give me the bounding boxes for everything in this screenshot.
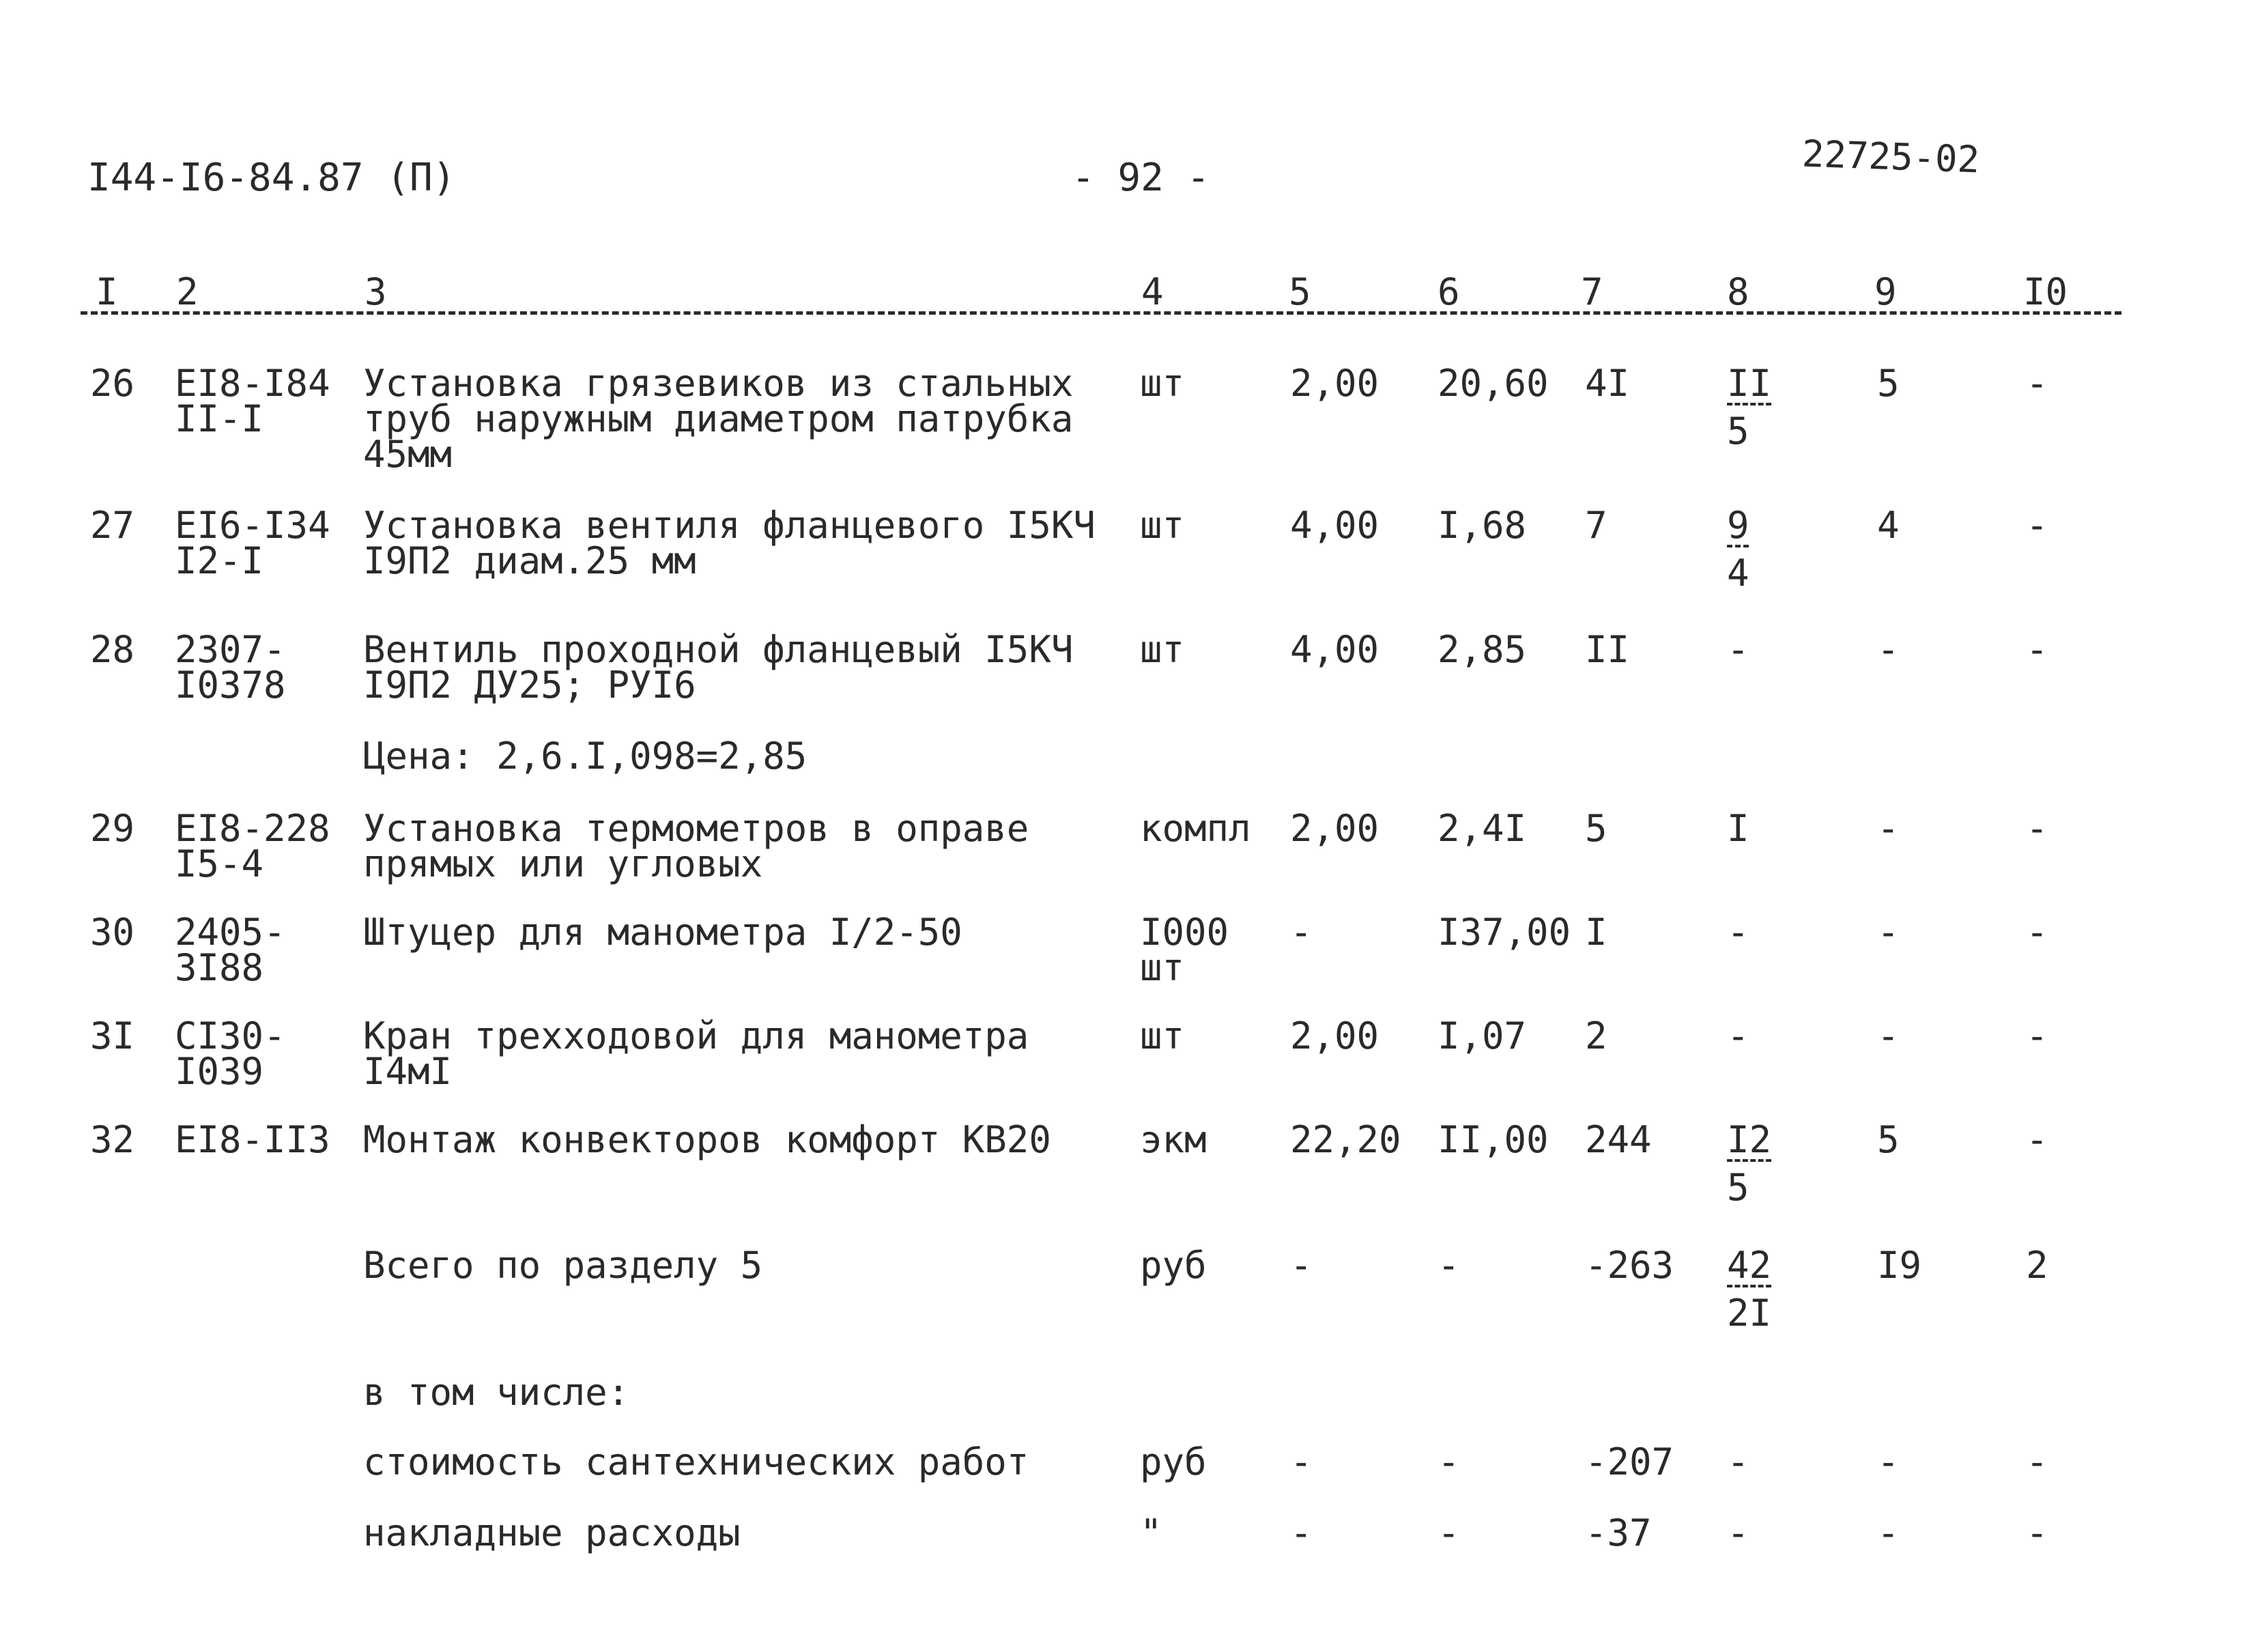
description-line: прямых или угловых bbox=[363, 842, 763, 885]
col-header-2: 2 bbox=[176, 270, 199, 313]
row-number: 26 bbox=[90, 362, 135, 405]
table-row bbox=[0, 362, 2258, 476]
col9-value: 5 bbox=[1877, 1118, 1900, 1161]
table-row bbox=[0, 911, 2258, 989]
description-line: Кран трехходовой для манометра bbox=[363, 1014, 1029, 1057]
subtotal-row bbox=[0, 1511, 2258, 1554]
rate-code-line: CI30- bbox=[175, 1014, 286, 1057]
rate-code bbox=[175, 504, 330, 582]
document-number: 22725-02 bbox=[1801, 132, 1981, 182]
rate-code-line: 2307- bbox=[175, 628, 286, 671]
col10-value: - bbox=[2026, 911, 2048, 954]
unit-line: I000 bbox=[1140, 911, 1229, 954]
fraction-denominator: 4 bbox=[1727, 552, 1749, 595]
fraction-denominator: 5 bbox=[1727, 1166, 1749, 1209]
unit: руб bbox=[1140, 1440, 1207, 1483]
row-number: 28 bbox=[90, 628, 135, 671]
col9-value: - bbox=[1877, 807, 1900, 850]
fraction-denominator: 5 bbox=[1727, 410, 1749, 453]
col10-value: 2 bbox=[2026, 1244, 2048, 1287]
col-header-1: I bbox=[96, 270, 118, 313]
col8-fraction bbox=[1727, 1244, 1772, 1335]
col10-value: - bbox=[2026, 1440, 2048, 1483]
rate-code-line: I2-I bbox=[175, 539, 264, 582]
col-header-10: I0 bbox=[2023, 270, 2068, 313]
rate-code-line: I5-4 bbox=[175, 842, 264, 885]
unit bbox=[1140, 911, 1229, 989]
total-cost: 2 bbox=[1585, 1014, 1607, 1057]
table-row bbox=[0, 1014, 2258, 1093]
rate-code bbox=[175, 362, 330, 440]
quantity: 2,00 bbox=[1290, 1014, 1380, 1057]
unit: руб bbox=[1140, 1244, 1207, 1287]
quantity: 4,00 bbox=[1290, 504, 1380, 547]
fraction-numerator: 9 bbox=[1727, 504, 1749, 547]
col8-fraction bbox=[1727, 362, 1772, 453]
col-header-3: 3 bbox=[365, 270, 387, 313]
unit: шт bbox=[1140, 504, 1185, 547]
unit-price: 20,60 bbox=[1438, 362, 1549, 405]
quantity: - bbox=[1290, 911, 1313, 954]
including-label: в том числе: bbox=[363, 1371, 630, 1414]
rate-code-line: 2405- bbox=[175, 911, 286, 954]
work-description: Монтаж конвекторов комфорт КВ20 bbox=[363, 1118, 1051, 1161]
quantity: 22,20 bbox=[1290, 1118, 1401, 1161]
unit-price: I37,00 bbox=[1438, 911, 1571, 954]
col8-value: - bbox=[1727, 911, 1749, 954]
rate-code-line: EI8-I84 bbox=[175, 362, 330, 405]
total-cost: -207 bbox=[1585, 1440, 1674, 1483]
price-note-row bbox=[0, 735, 2258, 778]
col8-fraction bbox=[1727, 504, 1749, 595]
rate-code bbox=[175, 911, 286, 989]
unit: шт bbox=[1140, 1014, 1185, 1057]
subtotal-label: стоимость сантехнических работ bbox=[363, 1440, 1029, 1483]
rate-code bbox=[175, 628, 286, 707]
description-line: труб наружным диаметром патрубка bbox=[363, 397, 1074, 440]
unit-price: I,07 bbox=[1438, 1014, 1527, 1057]
rate-code: EI8-II3 bbox=[175, 1118, 330, 1161]
col9-value: - bbox=[1877, 911, 1900, 954]
unit-price: 2,85 bbox=[1438, 628, 1527, 671]
total-cost: -37 bbox=[1585, 1511, 1652, 1554]
col8-value: - bbox=[1727, 1014, 1749, 1057]
col10-value: - bbox=[2026, 1118, 2048, 1161]
quantity: 4,00 bbox=[1290, 628, 1380, 671]
unit-price: - bbox=[1438, 1511, 1460, 1554]
fraction-numerator: 42 bbox=[1727, 1244, 1772, 1287]
col10-value: - bbox=[2026, 807, 2048, 850]
col8-fraction bbox=[1727, 1118, 1772, 1209]
unit-price: I,68 bbox=[1438, 504, 1527, 547]
table-row bbox=[0, 1118, 2258, 1209]
col10-value: - bbox=[2026, 1014, 2048, 1057]
rate-code bbox=[175, 1014, 286, 1093]
table-row bbox=[0, 628, 2258, 707]
col8-value: - bbox=[1727, 1440, 1749, 1483]
quantity: 2,00 bbox=[1290, 807, 1380, 850]
description-line: I4мI bbox=[363, 1050, 453, 1093]
col10-value: - bbox=[2026, 628, 2048, 671]
price-note: Цена: 2,6.I,098=2,85 bbox=[363, 735, 808, 778]
total-cost: 7 bbox=[1585, 504, 1607, 547]
unit: " bbox=[1140, 1511, 1162, 1554]
col-header-6: 6 bbox=[1438, 270, 1460, 313]
col-header-4: 4 bbox=[1141, 270, 1164, 313]
col-header-9: 9 bbox=[1874, 270, 1897, 313]
document-code: I44-I6-84.87 (П) bbox=[87, 156, 456, 200]
unit-line: шт bbox=[1140, 946, 1185, 989]
description-line: 45мм bbox=[363, 433, 453, 476]
unit-price: 2,4I bbox=[1438, 807, 1527, 850]
work-description bbox=[363, 628, 1074, 707]
rate-code-line: I039 bbox=[175, 1050, 264, 1093]
col8-value: - bbox=[1727, 1511, 1749, 1554]
col9-value: - bbox=[1877, 1440, 1900, 1483]
table-row bbox=[0, 807, 2258, 885]
work-description bbox=[363, 807, 1029, 885]
col-header-5: 5 bbox=[1289, 270, 1311, 313]
col9-value: - bbox=[1877, 628, 1900, 671]
rate-code-line: 3I88 bbox=[175, 946, 264, 989]
description-line: Вентиль проходной фланцевый I5КЧ bbox=[363, 628, 1074, 671]
fraction-numerator: II bbox=[1727, 362, 1772, 405]
section-total-label: Всего по разделу 5 bbox=[363, 1244, 763, 1287]
page-number: - 92 - bbox=[1072, 156, 1210, 200]
unit: шт bbox=[1140, 628, 1185, 671]
unit: компл bbox=[1140, 807, 1251, 850]
unit-price: - bbox=[1438, 1440, 1460, 1483]
col8-value: - bbox=[1727, 628, 1749, 671]
table-row bbox=[0, 504, 2258, 595]
col9-value: - bbox=[1877, 1511, 1900, 1554]
rate-code bbox=[175, 807, 330, 885]
description-line: Установка термометров в оправе bbox=[363, 807, 1029, 850]
work-description bbox=[363, 1014, 1029, 1093]
description-line: I9П2 диам.25 мм bbox=[363, 539, 696, 582]
col-header-7: 7 bbox=[1581, 270, 1603, 313]
col10-value: - bbox=[2026, 504, 2048, 547]
fraction-numerator: I2 bbox=[1727, 1118, 1772, 1161]
section-total-row bbox=[0, 1244, 2258, 1335]
description-line: Установка грязевиков из стальных bbox=[363, 362, 1074, 405]
rate-code-line: EI8-228 bbox=[175, 807, 330, 850]
total-cost: -263 bbox=[1585, 1244, 1674, 1287]
row-number: 30 bbox=[90, 911, 135, 954]
total-cost: 244 bbox=[1585, 1118, 1652, 1161]
col9-value: 5 bbox=[1877, 362, 1900, 405]
unit: экм bbox=[1140, 1118, 1207, 1161]
col10-value: - bbox=[2026, 1511, 2048, 1554]
total-cost: II bbox=[1585, 628, 1630, 671]
quantity: - bbox=[1290, 1244, 1313, 1287]
col10-value: - bbox=[2026, 362, 2048, 405]
rate-code-line: EI6-I34 bbox=[175, 504, 330, 547]
quantity: - bbox=[1290, 1511, 1313, 1554]
fraction-denominator: 2I bbox=[1727, 1292, 1772, 1335]
total-cost: 5 bbox=[1585, 807, 1607, 850]
total-cost: 4I bbox=[1585, 362, 1630, 405]
unit: шт bbox=[1140, 362, 1185, 405]
row-number: 32 bbox=[90, 1118, 135, 1161]
quantity: - bbox=[1290, 1440, 1313, 1483]
total-cost: I bbox=[1585, 911, 1607, 954]
row-number: 29 bbox=[90, 807, 135, 850]
subtotal-row bbox=[0, 1440, 2258, 1483]
description-line: Установка вентиля фланцевого I5КЧ bbox=[363, 504, 1096, 547]
row-number: 3I bbox=[90, 1014, 135, 1057]
description-line: I9П2 ДУ25; РУI6 bbox=[363, 664, 696, 707]
quantity: 2,00 bbox=[1290, 362, 1380, 405]
rate-code-line: II-I bbox=[175, 397, 264, 440]
col9-value: - bbox=[1877, 1014, 1900, 1057]
header-divider bbox=[81, 311, 2121, 315]
work-description bbox=[363, 362, 1074, 476]
unit-price: II,00 bbox=[1438, 1118, 1549, 1161]
col-header-8: 8 bbox=[1727, 270, 1749, 313]
unit-price: - bbox=[1438, 1244, 1460, 1287]
subtotal-label: накладные расходы bbox=[363, 1511, 741, 1554]
col9-value: 4 bbox=[1877, 504, 1900, 547]
col8-value: I bbox=[1727, 807, 1749, 850]
including-row bbox=[0, 1371, 2258, 1414]
row-number: 27 bbox=[90, 504, 135, 547]
col9-value: I9 bbox=[1877, 1244, 1922, 1287]
work-description: Штуцер для манометра I/2-50 bbox=[363, 911, 962, 954]
rate-code-line: I0378 bbox=[175, 664, 286, 707]
work-description bbox=[363, 504, 1096, 582]
